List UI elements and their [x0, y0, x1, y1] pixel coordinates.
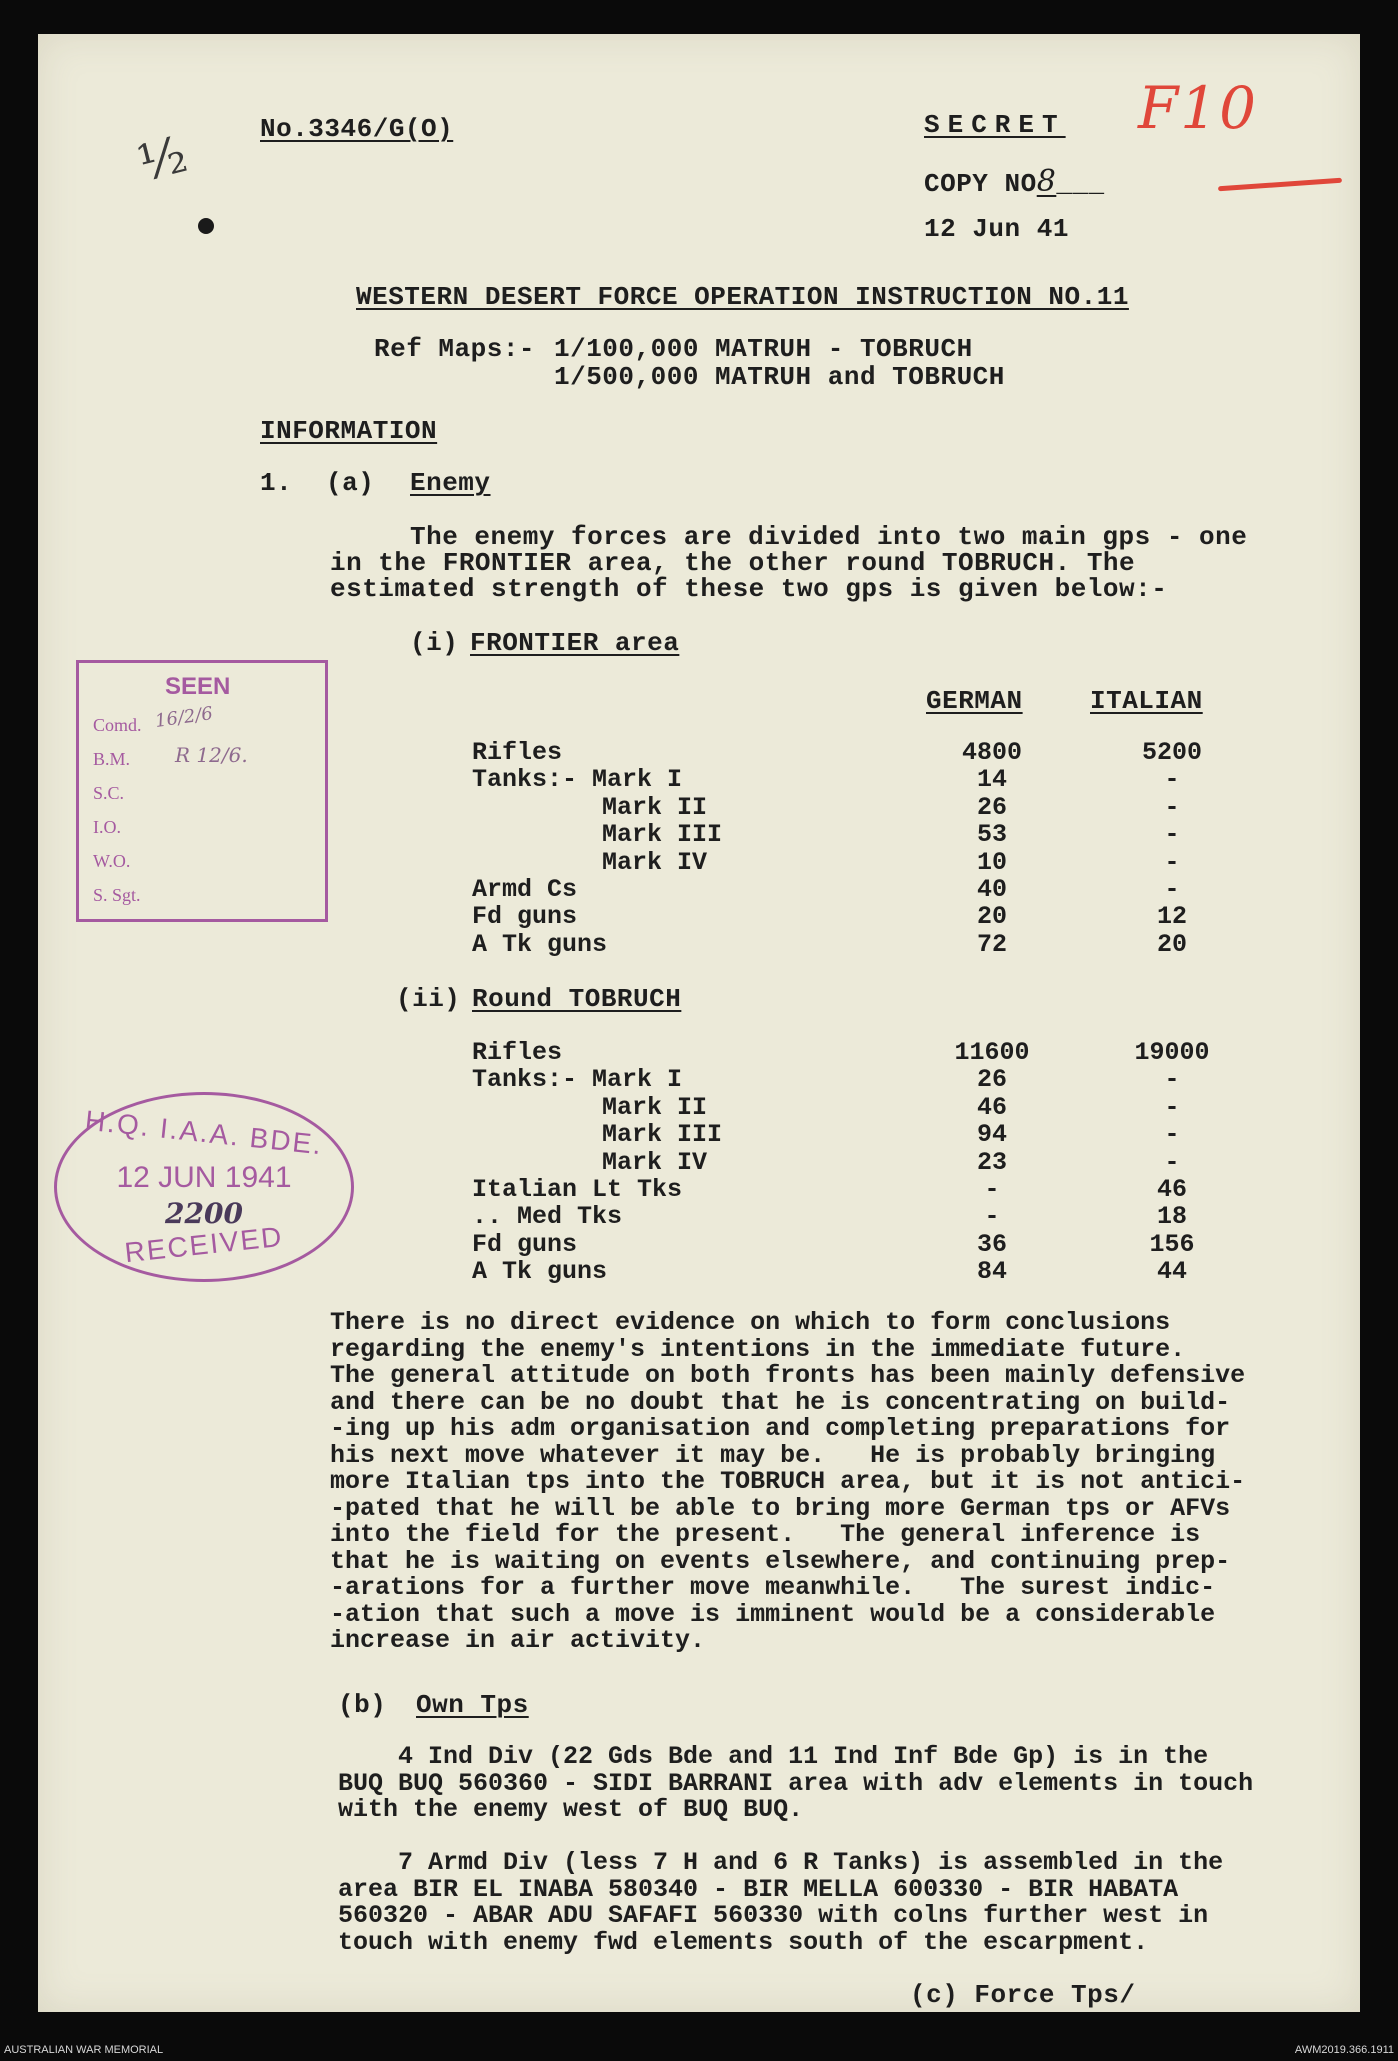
tobruch-heading: Round TOBRUCH: [472, 984, 682, 1014]
received-stamp-date: 12 JUN 1941: [116, 1161, 292, 1194]
frontier-italian-value: -: [1164, 847, 1180, 877]
tobruch-row-label: Italian Lt Tks: [472, 1175, 683, 1204]
tobruch-german-value: 11600: [954, 1038, 1030, 1067]
tobruch-row: [472, 1038, 1252, 1066]
own-tps-para-1: 4 Ind Div (22 Gds Bde and 11 Ind Inf Bde Gp) is in the BUQ BUQ 560360 - SIDI BARRANI area with adv elements in touch with the enemy west of BUQ BUQ.: [338, 1742, 1254, 1824]
frontier-italian-value: -: [1164, 765, 1180, 795]
tobruch-row-label: Rifles: [472, 1038, 563, 1067]
tobruch-german-value: 84: [976, 1257, 1007, 1287]
tobruch-row: [472, 1093, 1252, 1121]
intro-line-2: in the FRONTIER area, the other round TOBRUCH. The: [330, 548, 1136, 578]
tobruch-row: [472, 1202, 1252, 1230]
tobruch-row-label: .. Med Tks: [472, 1202, 623, 1232]
frontier-row: [472, 848, 1252, 876]
tobruch-italian-value: 19000: [1134, 1038, 1210, 1067]
received-stamp-time: 2200: [165, 1197, 243, 1230]
document-page: [38, 34, 1360, 2012]
frontier-row-label: Tanks:- Mark I: [472, 765, 683, 795]
handwritten-underline: [1218, 178, 1342, 192]
seen-stamp-title: SEEN: [165, 673, 231, 700]
frontier-german-value: 4800: [961, 738, 1022, 767]
frontier-german-value: 14: [976, 765, 1007, 795]
ref-map-1: 1/100,000 MATRUH - TOBRUCH: [554, 334, 973, 364]
frontier-row: [472, 765, 1252, 793]
frontier-italian-value: -: [1164, 820, 1180, 850]
frontier-german-value: 20: [976, 902, 1007, 932]
footer-accession-number: AWM2019.366.1911: [1294, 2044, 1394, 2056]
seen-stamp: [76, 660, 328, 922]
copy-number: COPY NO8___: [924, 164, 1105, 199]
tobruch-german-value: -: [984, 1202, 1000, 1232]
col-german: GERMAN: [926, 686, 1023, 716]
tobruch-num: (ii): [396, 984, 461, 1014]
frontier-italian-value: 5200: [1141, 738, 1202, 767]
catchword: (c) Force Tps/: [910, 1980, 1136, 2010]
frontier-german-value: 40: [976, 875, 1007, 904]
enemy-heading: Enemy: [410, 468, 491, 498]
seen-item-comd: Comd.: [93, 715, 142, 735]
tobruch-row-label: Mark III: [602, 1120, 723, 1150]
tobruch-german-value: 23: [976, 1147, 1007, 1177]
frontier-row-label: Mark III: [602, 820, 723, 850]
tobruch-row: [472, 1175, 1252, 1203]
handwritten-file-ref: F10: [1138, 74, 1259, 142]
frontier-row-label: A Tk guns: [472, 929, 608, 959]
tobruch-row: [472, 1230, 1252, 1258]
document-title: WESTERN DESERT FORCE OPERATION INSTRUCTION NO.11: [356, 282, 1129, 312]
tobruch-german-value: 26: [976, 1065, 1007, 1095]
frontier-row-label: Armd Cs: [472, 875, 578, 904]
tobruch-row: [472, 1065, 1252, 1093]
intro-line-3: estimated strength of these two gps is given below:-: [330, 574, 1168, 604]
frontier-german-value: 10: [976, 847, 1007, 877]
reference-number: No.3346/G(O): [260, 114, 454, 144]
intro-line-1: The enemy forces are divided into two main gps - one: [410, 522, 1248, 552]
tobruch-italian-value: 44: [1156, 1257, 1187, 1287]
own-tps-para-2: 7 Armd Div (less 7 H and 6 R Tanks) is assembled in the area BIR EL INABA 580340 - BIR MELLA 600330 - BIR HABATA 560320 - ABAR ADU SAFAFI 560330 with colns further west in touch with enemy fwd elements south of the escarpment.: [338, 1848, 1224, 1957]
frontier-italian-value: -: [1164, 875, 1180, 904]
tobruch-german-value: 94: [976, 1120, 1007, 1150]
frontier-row-label: Mark IV: [602, 847, 708, 877]
frontier-row: [472, 902, 1252, 930]
received-stamp-unit: H.Q. I.A.A. BDE.: [83, 1104, 325, 1161]
col-italian: ITALIAN: [1090, 686, 1203, 716]
seen-item-sc: S.C.: [93, 783, 125, 803]
tobruch-row-label: Tanks:- Mark I: [472, 1065, 683, 1095]
document-date: 12 Jun 41: [924, 214, 1069, 244]
received-stamp: [54, 1092, 354, 1282]
copy-label: COPY NO: [924, 169, 1037, 199]
tobruch-italian-value: -: [1164, 1120, 1180, 1150]
frontier-italian-value: 12: [1156, 902, 1187, 932]
tobruch-german-value: 46: [976, 1092, 1007, 1122]
tobruch-row-label: Mark II: [602, 1092, 708, 1122]
frontier-german-value: 26: [976, 792, 1007, 822]
classification-label: SECRET: [924, 110, 1066, 140]
tobruch-italian-value: -: [1164, 1092, 1180, 1122]
assessment-paragraph: There is no direct evidence on which to form conclusions regarding the enemy's intentions in the immediate future. The general attitude on both fronts has been mainly defensive and there can be no doubt that he is concentrating on build- -ing up his adm organisation and completing preparations for his next move whatever it may be. He is probably bringing more Italian tps into the TOBRUCH area, but it is not antici- -pated that he will be able to bring more German tps or AFVs into the field for the present. The general inference is that he is waiting on events elsewhere, and continuing prep- -arations for a further move meanwhile. The surest indic- -ation that such a move is imminent would be a considerable increase in air activity.: [330, 1308, 1246, 1655]
seen-item-wo: W.O.: [93, 851, 131, 871]
frontier-row-label: Fd guns: [472, 902, 578, 932]
tobruch-row-label: Fd guns: [472, 1229, 578, 1259]
para-sub-b: (b): [338, 1690, 387, 1720]
seen-item-io: I.O.: [93, 817, 121, 837]
tobruch-row: [472, 1120, 1252, 1148]
para-sub-a: (a): [326, 468, 375, 498]
tobruch-italian-value: -: [1164, 1065, 1180, 1095]
tobruch-row: [472, 1257, 1252, 1285]
tobruch-italian-value: -: [1164, 1147, 1180, 1177]
frontier-italian-value: -: [1164, 792, 1180, 822]
tobruch-italian-value: 18: [1156, 1202, 1187, 1232]
tobruch-row: [472, 1148, 1252, 1176]
frontier-row: [472, 793, 1252, 821]
seen-item-ssgt: S. Sgt.: [93, 885, 141, 905]
frontier-german-value: 53: [976, 820, 1007, 850]
tobruch-row-label: Mark IV: [602, 1147, 708, 1177]
tobruch-row-label: A Tk guns: [472, 1257, 608, 1287]
own-tps-heading: Own Tps: [416, 1690, 529, 1720]
tobruch-italian-value: 156: [1149, 1229, 1195, 1259]
frontier-row: [472, 930, 1252, 958]
tobruch-italian-value: 46: [1156, 1175, 1187, 1204]
ref-maps-label: Ref Maps:-: [374, 334, 536, 364]
frontier-italian-value: 20: [1156, 929, 1187, 959]
seen-item-bm: B.M.: [93, 749, 131, 769]
received-stamp-label: RECEIVED: [123, 1220, 285, 1269]
punch-hole-dot: [198, 218, 214, 234]
copy-value: 8: [1036, 164, 1057, 199]
frontier-german-value: 72: [976, 929, 1007, 959]
frontier-row: [472, 875, 1252, 903]
para-number: 1.: [260, 468, 293, 498]
section-heading: INFORMATION: [260, 416, 438, 446]
seen-initials-bm: R 12/6.: [175, 743, 248, 767]
frontier-row-label: Rifles: [472, 738, 563, 767]
tobruch-german-value: 36: [976, 1229, 1007, 1259]
tobruch-german-value: -: [984, 1175, 1000, 1204]
frontier-heading: FRONTIER area: [470, 628, 680, 658]
frontier-row-label: Mark II: [602, 792, 708, 822]
seen-initials-comd: 16/2/6: [153, 703, 215, 732]
footer-institution: AUSTRALIAN WAR MEMORIAL: [4, 2044, 164, 2056]
ref-map-2: 1/500,000 MATRUH and TOBRUCH: [554, 362, 1005, 392]
frontier-row: [472, 820, 1252, 848]
pencil-mark: ⅟₂: [131, 125, 193, 193]
frontier-row: [472, 738, 1252, 766]
frontier-num: (i): [410, 628, 459, 658]
